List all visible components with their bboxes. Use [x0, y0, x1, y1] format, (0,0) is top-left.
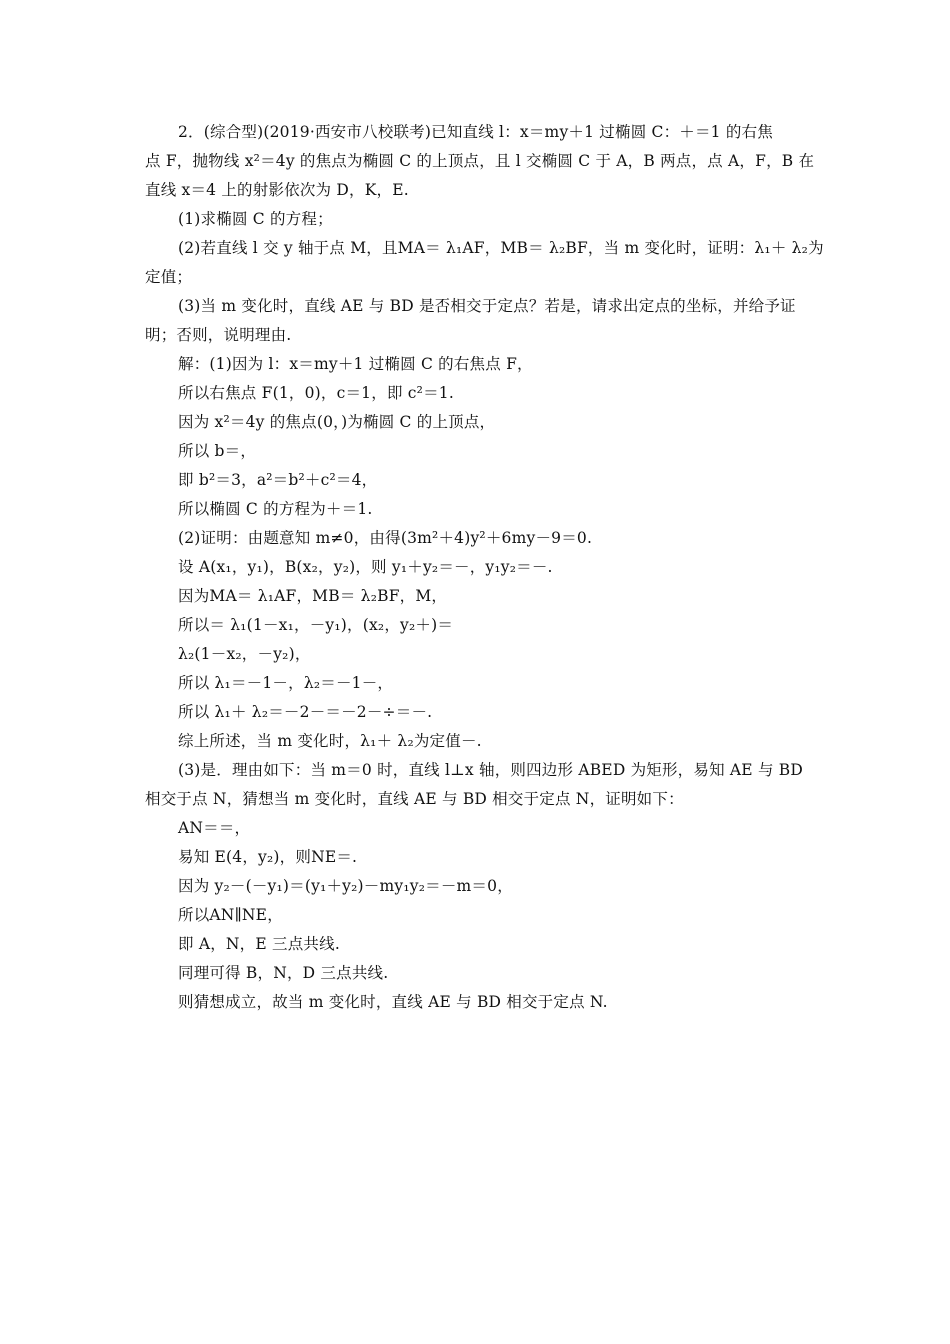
solution-line: 则猜想成立，故当 m 变化时，直线 AE 与 BD 相交于定点 N.	[178, 993, 608, 1011]
solution-line: 所以 λ₁＋ λ₂＝－2－＝－2－÷＝－.	[178, 703, 433, 721]
solution-line: (2)证明：由题意知 m≠0，由得(3m²＋4)y²＋6my－9＝0.	[178, 529, 593, 547]
problem-line: 直线 x＝4 上的射影依次为 D，K，E.	[145, 181, 409, 199]
solution-line: 解：(1)因为 l：x＝my＋1 过椭圆 C 的右焦点 F，	[178, 355, 533, 373]
solution-line: 设 A(x₁，y₁)，B(x₂，y₂)，则 y₁＋y₂＝－，y₁y₂＝－.	[178, 558, 553, 576]
question-3: (3)当 m 变化时，直线 AE 与 BD 是否相交于定点？若是，请求出定点的坐标，并给予证	[178, 297, 796, 315]
problem-line: 2．(综合型)(2019·西安市八校联考)已知直线 l：x＝my＋1 过椭圆 C：＋＝1 的右焦	[178, 123, 773, 141]
solution-line: 因为 y₂－(－y₁)＝(y₁＋y₂)－my₁y₂＝－m＝0，	[178, 877, 513, 895]
question-3-cont: 明；否则，说明理由.	[145, 326, 292, 344]
solution-line: λ₂(1－x₂，－y₂)，	[178, 645, 311, 663]
solution-line: 综上所述，当 m 变化时，λ₁＋ λ₂为定值－.	[178, 732, 482, 750]
solution-line: 所以AN∥NE，	[178, 906, 283, 924]
solution-line: 即 b²＝3，a²＝b²＋c²＝4，	[178, 471, 378, 489]
question-1: (1)求椭圆 C 的方程；	[178, 210, 333, 228]
solution-line: 所以右焦点 F(1，0)，c＝1，即 c²＝1.	[178, 384, 454, 402]
solution-line: 即 A，N，E 三点共线.	[178, 935, 340, 953]
solution-line: 所以 λ₁＝－1－，λ₂＝－1－，	[178, 674, 394, 692]
solution-line: 所以＝ λ₁(1－x₁，－y₁)，(x₂，y₂＋)＝	[178, 616, 454, 634]
solution-line: 相交于点 N，猜想当 m 变化时，直线 AE 与 BD 相交于定点 N，证明如下：	[145, 790, 684, 808]
solution-line: 易知 E(4，y₂)，则NE＝.	[178, 848, 358, 866]
solution-line: 同理可得 B，N，D 三点共线.	[178, 964, 389, 982]
solution-line: 因为 x²＝4y 的焦点(0，)为椭圆 C 的上顶点，	[178, 413, 496, 431]
solution-line: 所以 b＝，	[178, 442, 257, 460]
question-2: (2)若直线 l 交 y 轴于点 M，且MA＝ λ₁AF，MB＝ λ₂BF，当 m 变化时，证明：λ₁＋ λ₂为	[178, 239, 824, 257]
solution-line: AN＝＝，	[178, 819, 251, 837]
solution-line: 所以椭圆 C 的方程为＋＝1.	[178, 500, 373, 518]
problem-line: 点 F，抛物线 x²＝4y 的焦点为椭圆 C 的上顶点，且 l 交椭圆 C 于 A，B 两点，点 A，F，B 在	[145, 152, 815, 170]
question-2-cont: 定值；	[145, 268, 193, 286]
solution-line: 因为MA＝ λ₁AF，MB＝ λ₂BF，M，	[178, 587, 448, 605]
solution-line: (3)是．理由如下：当 m＝0 时，直线 l⊥x 轴，则四边形 ABED 为矩形，易知 AE 与 BD	[178, 761, 803, 779]
